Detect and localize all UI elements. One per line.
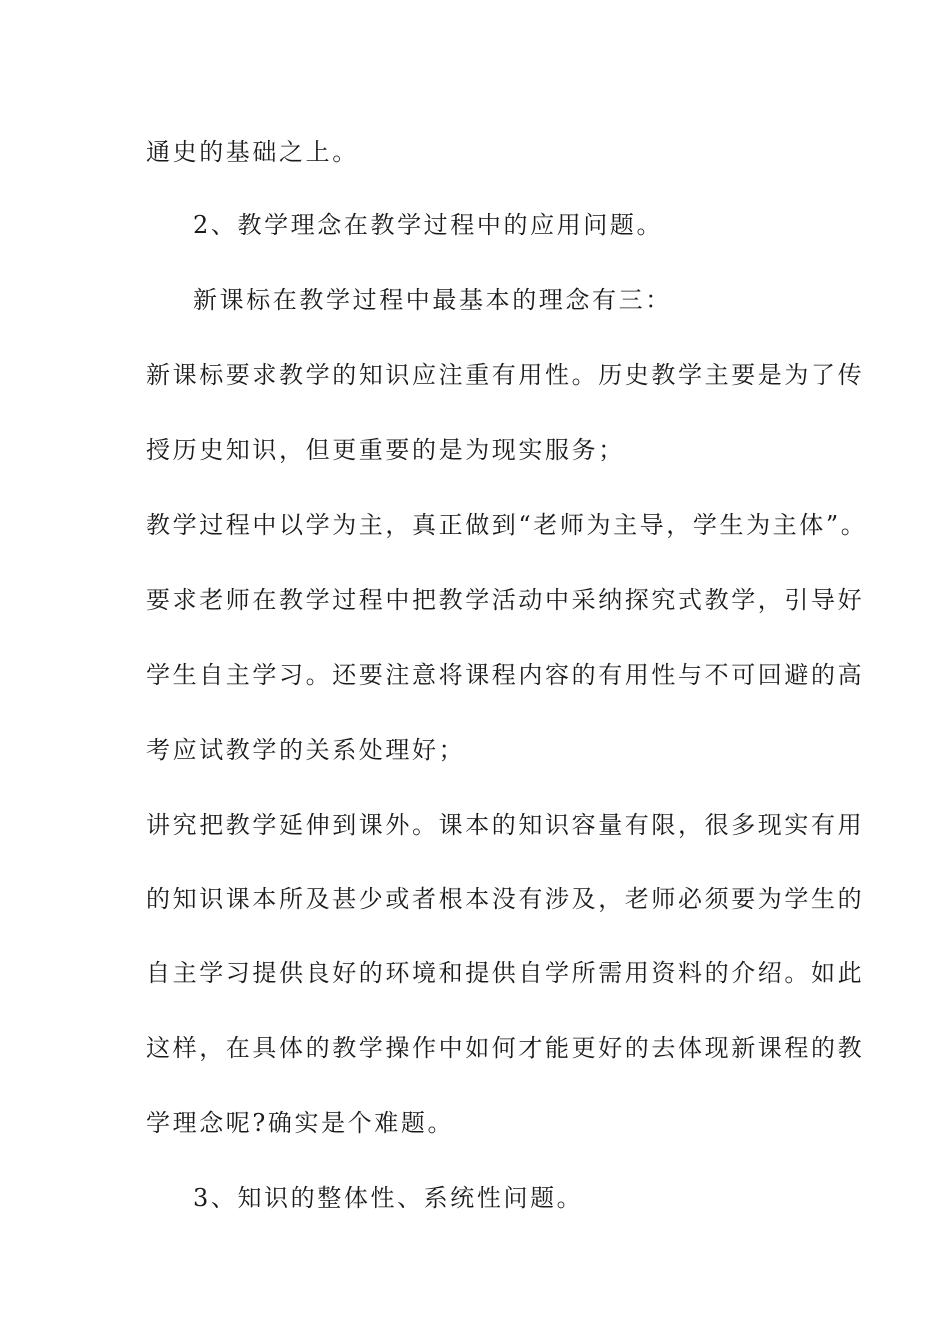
text-line: 授历史知识，但更重要的是为现实服务； <box>146 436 625 464</box>
text-line: 学理念呢?确实是个难题。 <box>146 1109 455 1137</box>
section-heading: 3、知识的整体性、系统性问题。 <box>193 1184 584 1212</box>
text-line: 教学过程中以学为主，真正做到“老师为主导，学生为主体”。 <box>146 511 868 539</box>
text-line: 这样，在具体的教学操作中如何才能更好的去体现新课程的教 <box>146 1034 865 1062</box>
text-line: 的知识课本所及甚少或者根本没有涉及，老师必须要为学生的 <box>146 885 865 913</box>
text-line: 通史的基础之上。 <box>146 138 359 166</box>
text-line: 讲究把教学延伸到课外。课本的知识容量有限，很多现实有用 <box>146 811 865 839</box>
text-line: 考应试教学的关系处理好； <box>146 736 466 764</box>
text-line: 新课标要求教学的知识应注重有用性。历史教学主要是为了传 <box>146 361 865 389</box>
text-line: 学生自主学习。还要注意将课程内容的有用性与不可回避的高 <box>146 661 865 689</box>
section-heading: 2、教学理念在教学过程中的应用问题。 <box>193 211 664 239</box>
text-line: 要求老师在教学过程中把教学活动中采纳探究式教学，引导好 <box>146 586 865 614</box>
text-line: 自主学习提供良好的环境和提供自学所需用资料的介绍。如此 <box>146 959 865 987</box>
text-line: 新课标在教学过程中最基本的理念有三： <box>193 286 672 314</box>
